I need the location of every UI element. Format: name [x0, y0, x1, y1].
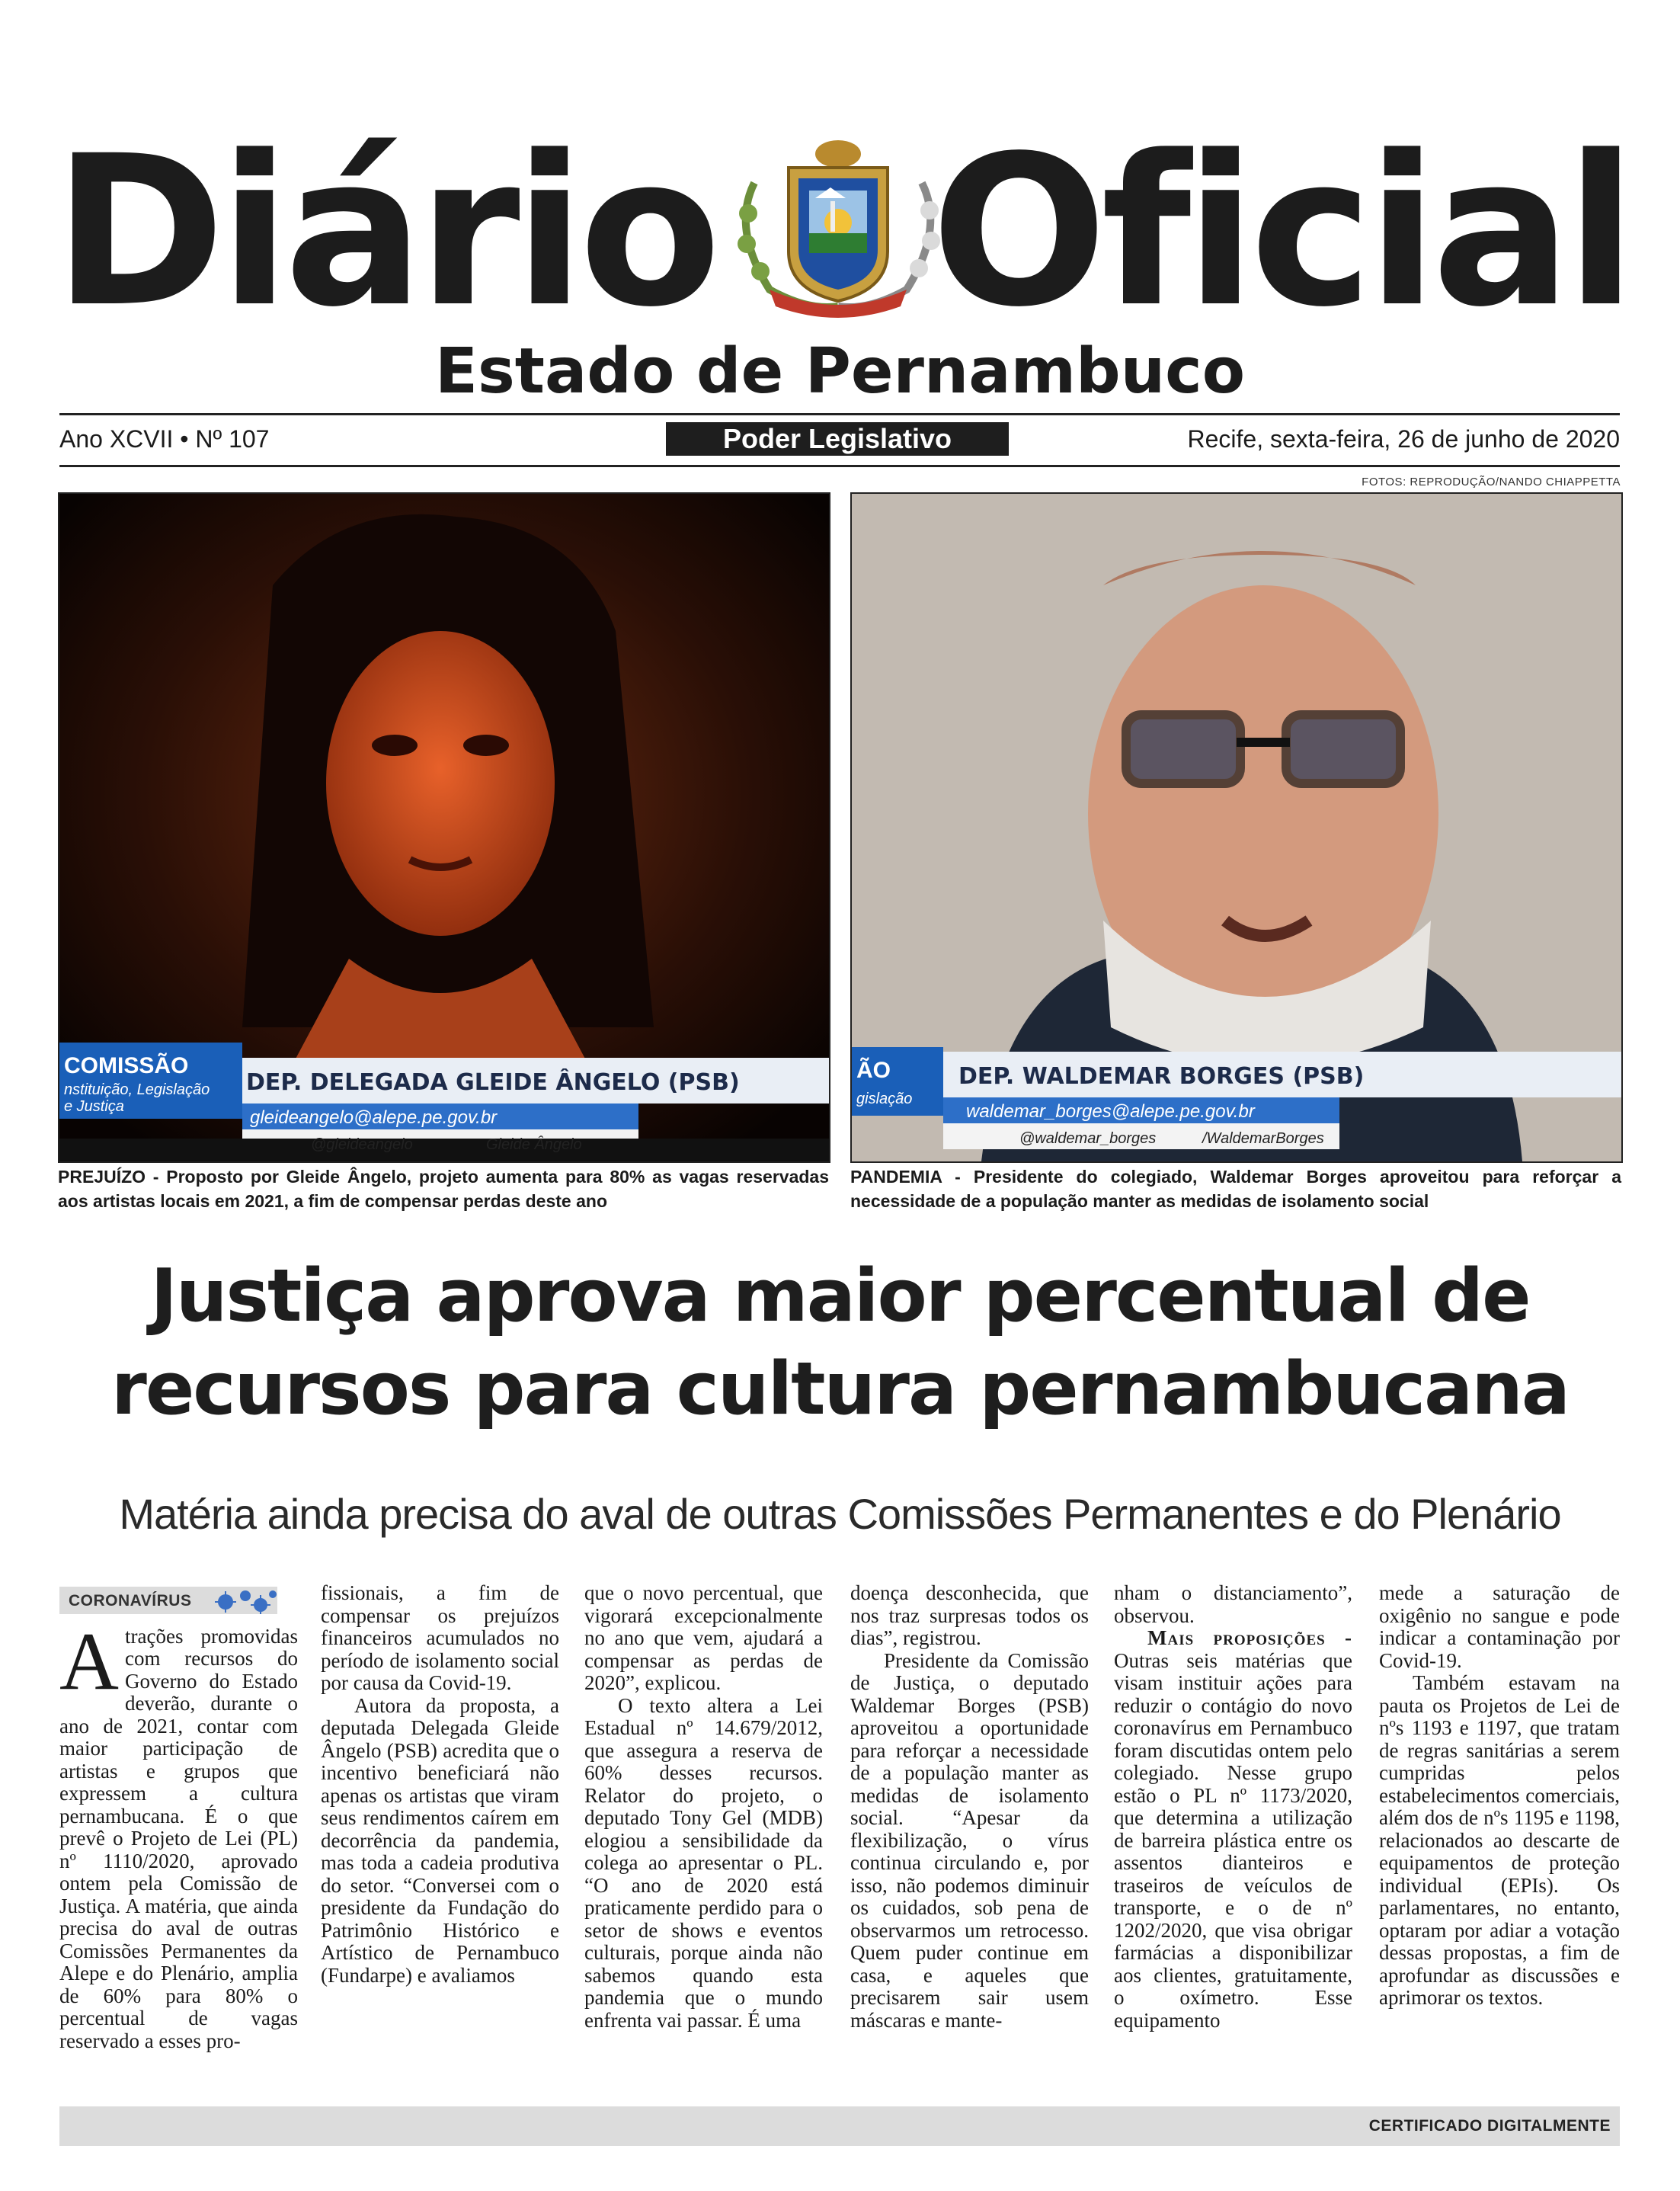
column-6-para-1: mede a saturação de oxigênio no sangue e pode indicar a contaminação por Covid-19. [1379, 1581, 1620, 1672]
photo-waldemar-borges [850, 492, 1623, 1163]
bottom-rule [59, 465, 1620, 467]
masthead-subtitle: Estado de Pernambuco [434, 335, 1246, 408]
photo-credit: FOTOS: REPRODUÇÃO/NANDO CHIAPPETTA [1362, 476, 1621, 488]
column-5-para-2: Outras seis matérias que visam instituir ações para reduzir o contágio do novo coronavírus em Pernambuco foram discutidas ontem pelo colegiado. Nesse grupo estão o PL nº 1173/2020, que determina a utilização de barreira plástica entre os assentos dianteiros e traseiros de veículos de transporte, e o de nº 1202/2020, que visa obrigar farmácias a disponibilizar aos clientes, gratuitamente, o oxímetro. Esse equipamento [1114, 1648, 1352, 2032]
article-column-3 [584, 1582, 823, 2032]
chyron-tag: COMISSÃO [64, 1053, 189, 1078]
edition-bar [59, 419, 1620, 465]
column-6-para-2: Também estavam na pauta os Projetos de Lei de nºs 1193 e 1197, que tratam de regras sanitárias a serem cumpridas pelos estabelecimentos comerciais, além dos de nºs 1195 e 1198, relacionados ao descarte de equipamentos de proteção individual (EPIs). Os parlamentares, no entanto, optaram por adiar a votação dessas propostas, a fim de aprofundar as discussões e aprimorar os textos. [1379, 1671, 1620, 2009]
article-column-5 [1114, 1582, 1352, 2032]
drop-cap: A [59, 1616, 119, 1707]
column-5-para-1: nham o distanciamento”, observou. [1114, 1581, 1352, 1627]
article-column-6 [1379, 1582, 1620, 2010]
chyron-social-2: Gleide Ângelo [486, 1136, 582, 1153]
chyron-email: waldemar_borges@alepe.pe.gov.br [966, 1101, 1255, 1122]
top-rule [59, 413, 1620, 415]
column-3-para-2: O texto altera a Lei Estadual nº 14.679/2012, que assegura a reserva de 60% desses recursos. Relator do projeto, o deputado Tony Gel (MDB) elogiou a sensibilidade da colega ao apresentar o PL. “O ano de 2020 está praticamente perdido para o setor de shows e eventos culturais, porque ainda não sabemos quando esta pandemia que o mundo enfrenta vai passar. É uma [584, 1693, 823, 2032]
article-column-2 [321, 1582, 559, 1987]
masthead-title-right: Oficial [930, 112, 1630, 353]
photo-caption-right: PANDEMIA - Presidente do colegiado, Waldemar Borges aproveitou para reforçar a necessidade de a população manter as medidas de isolamento social [850, 1167, 1621, 1211]
column-3-para-1: que o novo percentual, que vigorará excepcionalmente no ano que vem, ajudará a compensar as perdas de 2020”, explicou. [584, 1581, 823, 1694]
chyron-email: gleideangelo@alepe.pe.gov.br [250, 1107, 498, 1128]
chyron-name: DEP. DELEGADA GLEIDE ÂNGELO (PSB) [246, 1069, 740, 1096]
chyron-sub-1: gislação [856, 1091, 913, 1107]
subheadline: Matéria ainda precisa do aval de outras Comissões Permanentes e do Plenário [119, 1490, 1561, 1538]
section-kicker [59, 1587, 277, 1614]
footer-bar [59, 2106, 1620, 2146]
column-1-text: trações promovidas com recursos do Governo do Estado deverão, durante o ano de 2021, contar com maior participação de artistas e grupos que expressem a cultura pernambucana. É o que prevê o Projeto de Lei (PL) nº 1110/2020, aprovado ontem pela Comissão de Justiça. A matéria, que ainda precisa do aval de outras Comissões Permanentes da Alepe e do Plenário, amplia de 60% para 80% o percentual de vagas reservado a esses pro- [59, 1624, 298, 2052]
article-column-1 [59, 1587, 298, 2052]
coat-of-arms-icon [724, 137, 952, 320]
photo-gleide-angelo [58, 492, 830, 1163]
virus-icon [201, 1587, 277, 1614]
masthead [53, 112, 1630, 353]
column-4-para-2: Presidente da Comissão de Justiça, o deputado Waldemar Borges (PSB) aproveitou a oportunidade para reforçar a necessidade de a população manter as medidas de isolamento social. “Apesar da flexibilização, o vírus continua circulando e, por isso, não podemos diminuir os cuidados, sob pena de observarmos um retrocesso. Quem puder continue em casa, e aqueles que precisarem sair usem máscaras e mante- [850, 1648, 1089, 2032]
photo-caption-left: PREJUÍZO - Proposto por Gleide Ângelo, projeto aumenta para 80% as vagas reservadas aos artistas locais em 2021, a fim de compensar perdas deste ano [58, 1167, 829, 1211]
article-column-4 [850, 1582, 1089, 2032]
headline-line-2: recursos para cultura pernambucana [110, 1347, 1570, 1431]
masthead-title-left: Diário [53, 112, 715, 353]
column-2-para-1: fissionais, a fim de compensar os prejuízos financeiros acumulados no período de isolamento social por causa da Covid-19. [321, 1581, 559, 1694]
chyron-sub-2: e Justiça [64, 1098, 124, 1115]
headline [30, 1250, 1650, 1436]
dateline: Recife, sexta-feira, 26 de junho de 2020 [1187, 425, 1620, 453]
headline-line-1: Justiça aprova maior percentual de [150, 1254, 1530, 1338]
chyron-social-1: @gleideangelo [311, 1136, 413, 1153]
digital-certificate-label: CERTIFICADO DIGITALMENTE [1368, 2117, 1611, 2135]
chyron-social-1: @waldemar_borges [1019, 1130, 1157, 1147]
column-2-para-2: Autora da proposta, a deputada Delegada Gleide Ângelo (PSB) acredita que o incentivo beneficiará não apenas os artistas que viram seus rendimentos caírem em decorrência da pandemia, mas toda a cadeia produtiva do setor. “Conversei com o presidente da Fundação do Patrimônio Histórico e Artístico de Pernambuco (Fundarpe) e avaliamos [321, 1693, 559, 1987]
chyron-sub-1: nstituição, Legislação [64, 1081, 210, 1098]
column-5-lead-in: Mais proposições - [1147, 1626, 1352, 1649]
chyron-social-2: /WaldemarBorges [1202, 1130, 1324, 1147]
chyron-tag: ÃO [856, 1058, 891, 1083]
edition-number: Ano XCVII • Nº 107 [59, 425, 270, 453]
kicker-label: CORONAVÍRUS [69, 1592, 192, 1610]
section-tag: Poder Legislativo [666, 422, 1009, 456]
chyron-name: DEP. WALDEMAR BORGES (PSB) [958, 1063, 1365, 1090]
column-4-para-1: doença desconhecida, que nos traz surpresas todos os dias”, registrou. [850, 1581, 1089, 1649]
